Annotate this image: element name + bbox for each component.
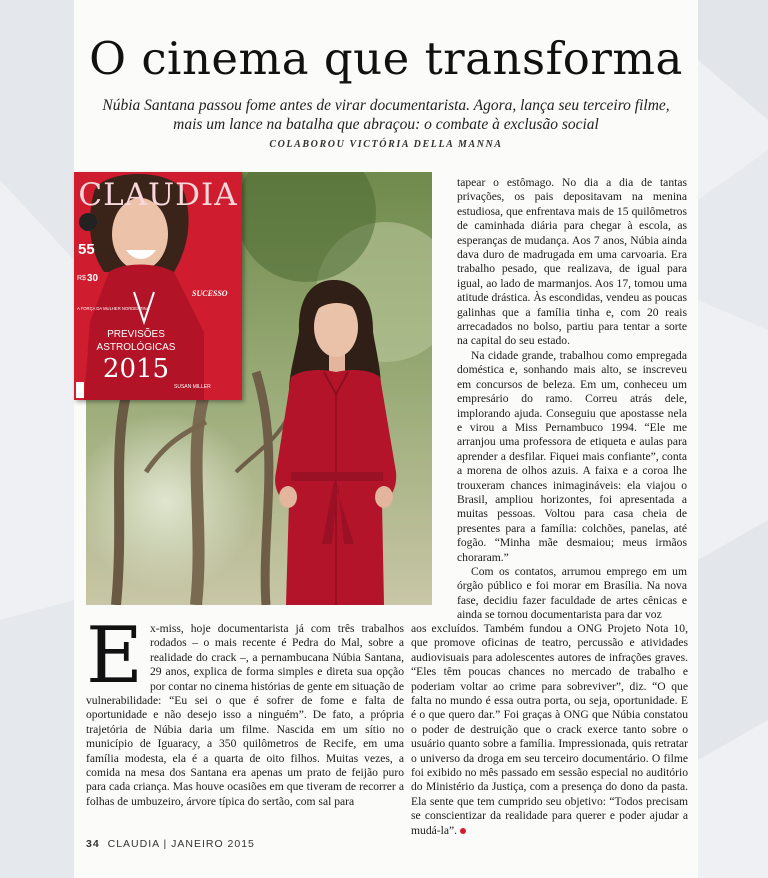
cover-author: SUSAN MILLER — [174, 384, 211, 390]
magazine-issue: CLAUDIA | JANEIRO 2015 — [107, 838, 255, 850]
cover-illustration — [74, 172, 242, 400]
cover-price-label: R$ — [77, 275, 86, 282]
cover-side-text: A FORÇA DA MULHER NORDESTINA — [77, 306, 150, 311]
cover-headline-line1: PREVISÕES — [107, 329, 165, 340]
article-column-right — [457, 176, 687, 623]
paragraph: tapear o estômago. No dia a dia de tantas privações, os pais depositavam na menina estudiosa, que enfrentava mais de 15 quilômetros de caminhada diária para chegar à escola, as esperanças de mudança. Aos 7 anos, Núbia ainda dava duro de madrugada em uma carvoaria. Era trabalho pesado, que realizava, de igual para igual, ao lado de marmanjos. Aos 17, tomou uma atitude drástica. Às escondidas, vendeu as poucas galinhas que a família tinha e, com 20 reais arrecadados no bolso, partiu para tentar a sorte na capital do seu estado. — [457, 176, 687, 348]
closing-text: aos excluídos. Também fundou a ONG Projeto Nota 10, que promove oficinas de teatro, percussão e atividades audiovisuais para adolescentes autores de infrações graves. “Eles têm poucas chances no mercado de trabalho e poderiam voltar ao crime para sobreviver”, diz. “O que falta no mundo é essa outra porta, ou seja, oportunidade. E é o que quero dar.” Foi graças à ONG que Núbia constatou o poder de destruição que o crack exerce tanto sobre o usuário quanto sobre a família. Impressionada, quis retratar o universo da droga em seu terceiro documentário. O filme foi exibido no mês passado em sessão especial no auditório do Ministério da Justiça, com a presença do dono da pasta. Ela sente que tem cumprido seu objetivo: “Todos precisam se conscientizar da realidade para querer e poder ajudar a mudá-la”. — [411, 622, 688, 837]
paragraph: Na cidade grande, trabalhou como empregada doméstica e, sonhando mais alto, se inscreveu em concursos de beleza. Em um, conheceu um empresário do ramo. Correu atrás dele, implorando ajuda. Conseguiu que apostasse nela e virou a Miss Pernambuco 1994. “Ele me arranjou uma professora de etiqueta e aulas para aprender a desfilar. Fiquei mais confiante”, conta a morena de olhos azuis. A faixa e a coroa lhe trouxeram chances inimagináveis: ela viajou o Brasil, ampliou horizontes, foi apresentada a muitas pessoas. Voltou para casa cheia de presentes para a família: colchões, panelas, até fogão. “Minha mãe desmaiou; meus irmãos choraram.” — [457, 348, 687, 564]
paragraph-opening — [86, 611, 404, 809]
cover-headline-line2: ASTROLÓGICAS — [96, 342, 176, 353]
cover-headline-year: 2015 — [102, 354, 170, 384]
cover-price: 30 — [87, 273, 99, 284]
article-deck: Núbia Santana passou fome antes de virar documentarista. Agora, lança seu terceiro filme, mais um lance na batalha que abraçou: o combate à exclusão social — [102, 97, 670, 133]
page-number: 34 — [86, 838, 100, 850]
drop-cap: E — [86, 611, 143, 701]
article-column-bottom-right — [411, 622, 688, 838]
article-title: O cinema que transforma — [89, 32, 683, 85]
magazine-page — [74, 0, 698, 878]
cover-success: SUCESSO — [192, 289, 228, 298]
opening-text: x-miss, hoje documentarista já com três trabalhos rodados – o mais recente é Pedra do Mal, sobre a realidade do crack –, a pernambucana Núbia Santana, 29 anos, explica de forma simples e direta sua opção por contar no cinema histórias de gente em situação de vulnerabilidade: “Eu sei o que é sofrer de fome e falta de oportunidade e não desejo isso a ninguém”. De fato, a própria trajetória de Núbia daria um filme. Nascida em um sítio no município de Iguaracy, a 350 quilômetros de Recife, em uma família modesta, ela é a quarta de oito filhos. Muitas vezes, a comida na mesa dos Santana era apenas um prato de feijão puro para cada criança. Mas houve ocasiões em que tiveram de recorrer a folhas de umbuzeiro, árvore típica do sertão, com sal para — [86, 622, 404, 808]
page-footer — [86, 838, 255, 850]
article-column-bottom-left — [86, 611, 404, 809]
magazine-cover — [74, 172, 242, 400]
cover-side-big: 55 — [78, 241, 95, 258]
article-byline: COLABOROU VICTÓRIA DELLA MANNA — [269, 139, 503, 150]
paragraph: Com os contatos, arrumou emprego em um órgão público e foi morar em Brasília. Na nova fase, decidiu fazer faculdade de artes cênicas e ainda se tornou documentarista para dar voz — [457, 564, 687, 622]
cover-masthead: CLAUDIA — [78, 177, 238, 213]
paragraph — [411, 622, 688, 838]
end-mark-icon — [460, 828, 466, 834]
